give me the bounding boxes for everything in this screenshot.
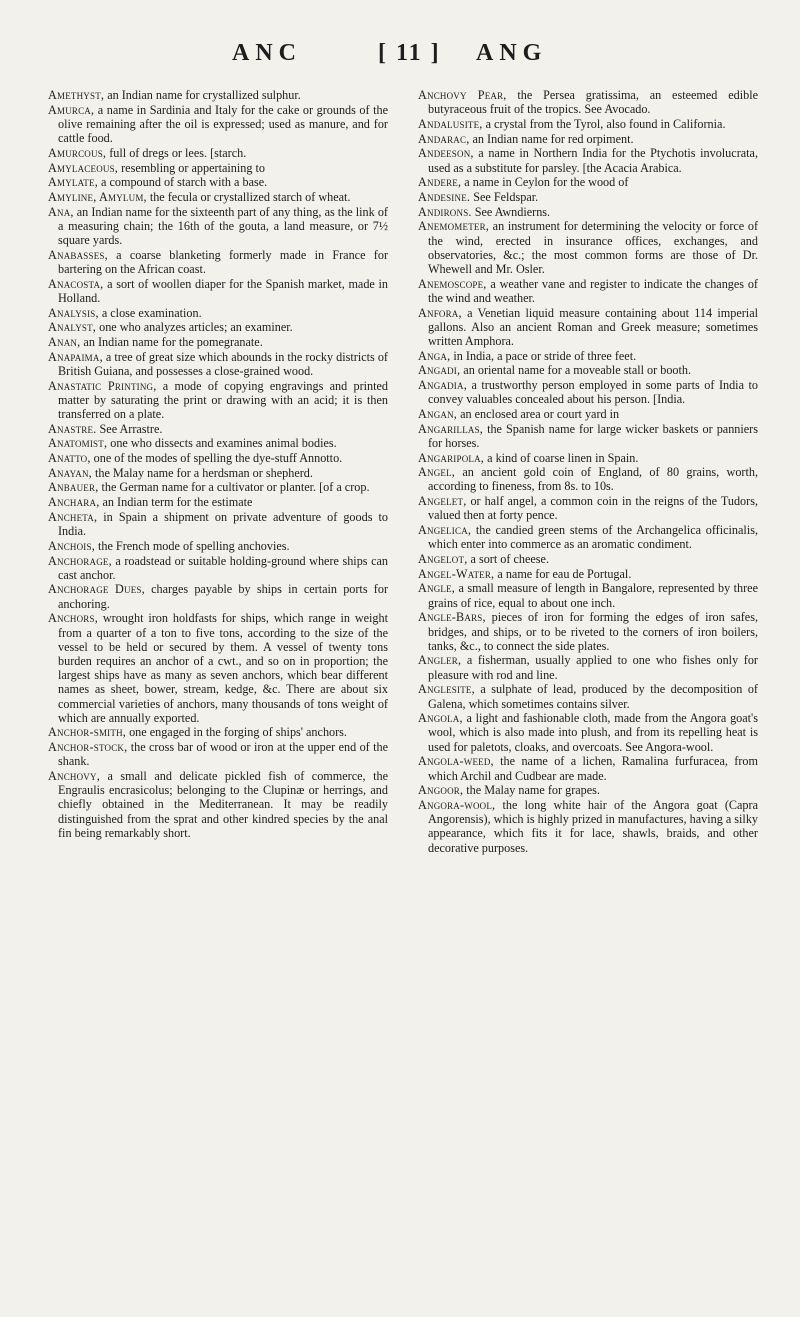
header-right-guide-word: ANG bbox=[476, 40, 548, 66]
entry-definition: an Indian name for the pomegranate. bbox=[80, 334, 263, 349]
entry-definition: a coarse blanketing formerly made in France for bartering on the African coast. bbox=[58, 247, 388, 276]
dictionary-entry bbox=[48, 379, 388, 422]
dictionary-entry bbox=[418, 711, 758, 754]
entry-definition: one of the modes of spelling the dye-stuff Annotto. bbox=[90, 451, 343, 466]
dictionary-entry bbox=[48, 205, 388, 248]
entry-headword: Angadia, bbox=[418, 378, 467, 393]
header-left-guide-word: ANC bbox=[232, 40, 302, 66]
entry-headword: Anchor-smith, bbox=[48, 725, 127, 740]
entry-headword: Angelica, bbox=[418, 523, 472, 538]
dictionary-entry bbox=[48, 539, 388, 553]
dictionary-entry bbox=[48, 350, 388, 378]
entry-definition: the candied green stems of the Archangelica officinalis, which enter into commerce as an aromatic condiment. bbox=[428, 523, 758, 552]
entry-headword: Angel, bbox=[418, 465, 456, 480]
dictionary-entry bbox=[48, 451, 388, 465]
dictionary-entry bbox=[418, 653, 758, 681]
entry-definition: the long white hair of the Angora goat (Capra Angorensis), which is highly prized in manufactures, having a silky appearance, which fits it for lace, shawls, braids, and other decorative purposes. bbox=[428, 797, 759, 855]
entry-definition: a small measure of length in Bangalore, represented by three grains of rice, equal to about one inch. bbox=[428, 581, 758, 610]
entry-definition: an oriental name for a moveable stall or booth. bbox=[460, 363, 692, 378]
entry-headword: Anfora, bbox=[418, 305, 462, 320]
dictionary-entry bbox=[418, 175, 758, 189]
entry-definition: a name in Sardinia and Italy for the cake or grounds of the olive remaining after the oil is expressed; used as manure, and for cattle food. bbox=[58, 102, 388, 146]
entry-definition: a name in Ceylon for the wood of bbox=[461, 175, 629, 190]
dictionary-entry bbox=[418, 306, 758, 349]
dictionary-entry bbox=[48, 277, 388, 305]
dictionary-entry bbox=[418, 378, 758, 406]
entry-headword: Angarillas, bbox=[418, 421, 484, 436]
entry-definition: the Spanish name for large wicker baskets or panniers for horses. bbox=[428, 421, 758, 450]
entry-definition: a weather vane and register to indicate the changes of the wind and weather. bbox=[428, 276, 758, 305]
dictionary-entry bbox=[48, 769, 388, 840]
entry-definition: an Indian name for red orpiment. bbox=[469, 131, 634, 146]
entry-definition: the cross bar of wood or iron at the upper end of the shank. bbox=[58, 740, 388, 769]
entry-headword: Anchorage Dues, bbox=[48, 582, 145, 597]
dictionary-entry bbox=[418, 494, 758, 522]
dictionary-entry bbox=[418, 783, 758, 797]
entry-headword: Anchors, bbox=[48, 611, 98, 626]
entry-headword: Amylate, bbox=[48, 175, 98, 190]
entry-definition: an enclosed area or court yard in bbox=[457, 406, 620, 421]
entry-definition: a roadstead or suitable holding-ground where ships can cast anchor. bbox=[58, 553, 388, 582]
dictionary-entry bbox=[418, 117, 758, 131]
entry-definition: the Malay name for grapes. bbox=[463, 783, 600, 798]
entry-definition: See Awndierns. bbox=[471, 204, 551, 219]
entry-definition: charges payable by ships in certain ports for anchoring. bbox=[58, 582, 388, 611]
entry-headword: Angora-wool, bbox=[418, 797, 496, 812]
entry-headword: Anchovy, bbox=[48, 769, 100, 784]
dictionary-entry bbox=[418, 581, 758, 609]
dictionary-entry bbox=[418, 407, 758, 421]
dictionary-entry bbox=[48, 582, 388, 610]
entry-headword: Amyline, Amylum, bbox=[48, 189, 147, 204]
dictionary-entry bbox=[418, 465, 758, 493]
dictionary-entry bbox=[48, 161, 388, 175]
entry-headword: Analysis, bbox=[48, 305, 99, 320]
entry-headword: Anatomist, bbox=[48, 436, 108, 451]
dictionary-entry bbox=[48, 466, 388, 480]
dictionary-entry bbox=[418, 88, 758, 116]
entry-definition: resembling or appertaining to bbox=[118, 160, 265, 175]
entry-headword: Angelot, bbox=[418, 552, 468, 566]
dictionary-entry bbox=[418, 451, 758, 465]
entry-headword: Anchovy Pear, bbox=[418, 88, 507, 102]
entry-definition: a trustworthy person employed in some parts of India to convey valuables concealed about his person. [India. bbox=[428, 378, 758, 407]
entry-headword: Anemoscope, bbox=[418, 276, 487, 291]
dictionary-entry bbox=[418, 205, 758, 219]
dictionary-entry bbox=[418, 219, 758, 276]
dictionary-entry bbox=[48, 190, 388, 204]
dictionary-entry bbox=[418, 798, 758, 855]
entry-definition: a small and delicate pickled fish of commerce, the Engraulis encrasicolus; belonging to the Clupinæ or herrings, and chiefly obtained in the Mediterranean. It may be readily distinguished from the sprat and other kindred species by the anal fin being remarkably short. bbox=[58, 769, 388, 840]
entry-definition: wrought iron holdfasts for ships, which range in weight from a quarter of a ton to five tons, according to the size of the vessel to be held or secured by them. A vessel of twenty tons burden requires an anchor of a cwt., and so on in proportion; the largest ships have as many as seven anchors, which bear different names as sheet, bower, stream, kedge, &c. There are about six commercial varieties of anchors, many thousands of tons weight of which are annually exported. bbox=[58, 611, 388, 725]
entry-headword: Anemometer, bbox=[418, 219, 490, 234]
entry-headword: Angle-Bars, bbox=[418, 610, 486, 625]
entry-definition: a sort of cheese. bbox=[467, 552, 550, 566]
dictionary-entry bbox=[418, 567, 758, 581]
entry-headword: Andarac, bbox=[418, 131, 470, 146]
entry-headword: Anapaima, bbox=[48, 349, 103, 364]
dictionary-entry bbox=[418, 682, 758, 710]
entry-definition: a crystal from the Tyrol, also found in California. bbox=[482, 116, 726, 131]
dictionary-entry bbox=[48, 335, 388, 349]
entry-definition: a sort of woollen diaper for the Spanish market, made in Holland. bbox=[58, 276, 388, 305]
dictionary-entry bbox=[48, 88, 388, 102]
entry-definition: one who dissects and examines animal bodies. bbox=[107, 436, 337, 451]
entry-definition: one engaged in the forging of ships' anchors. bbox=[126, 725, 347, 740]
entry-definition: a name in Northern India for the Ptychotis involucrata, used as a substitute for parsley. [the Acacia Arabica. bbox=[428, 146, 758, 175]
entry-headword: Analyst, bbox=[48, 320, 97, 335]
dictionary-entry bbox=[48, 320, 388, 334]
entry-definition: a fisherman, usually applied to one who fishes only for pleasure with rod and line. bbox=[428, 653, 758, 682]
entry-definition: full of dregs or lees. [starch. bbox=[106, 145, 247, 160]
dictionary-entry bbox=[418, 552, 758, 566]
entry-definition: an Indian term for the estimate bbox=[99, 495, 253, 510]
entry-headword: Andere, bbox=[418, 175, 462, 190]
dictionary-entry bbox=[418, 146, 758, 174]
dictionary-entry bbox=[418, 523, 758, 551]
dictionary-entry bbox=[418, 610, 758, 653]
dictionary-entry bbox=[48, 725, 388, 739]
entry-headword: Anabasses, bbox=[48, 247, 108, 262]
entry-headword: Andesine. bbox=[418, 189, 471, 204]
entry-definition: See Feldspar. bbox=[470, 189, 539, 204]
dictionary-entry bbox=[48, 554, 388, 582]
dictionary-entry bbox=[418, 422, 758, 450]
entry-headword: Angola, bbox=[418, 711, 463, 726]
dictionary-entry bbox=[48, 248, 388, 276]
entry-headword: Andeeson, bbox=[418, 146, 474, 161]
entry-definition: See Arrastre. bbox=[96, 421, 163, 436]
entry-definition: a sulphate of lead, produced by the decomposition of Galena, which sometimes contains silver. bbox=[428, 682, 758, 711]
entry-definition: or half angel, a common coin in the reigns of the Tudors, valued then at forty pence. bbox=[428, 494, 758, 523]
entry-headword: Anastatic Printing, bbox=[48, 378, 157, 393]
dictionary-entry bbox=[48, 422, 388, 436]
entry-definition: a compound of starch with a base. bbox=[97, 175, 268, 190]
entry-definition: the German name for a cultivator or planter. [of a crop. bbox=[98, 480, 370, 495]
dictionary-entry bbox=[418, 190, 758, 204]
dictionary-entry bbox=[418, 754, 758, 782]
dictionary-entry bbox=[418, 349, 758, 363]
entry-definition: the Persea gratissima, an esteemed edible butyraceous fruit of the tropics. See Avocado. bbox=[428, 88, 758, 117]
dictionary-entry bbox=[48, 436, 388, 450]
dictionary-entry bbox=[48, 611, 388, 725]
right-column bbox=[418, 88, 758, 855]
entry-definition: an ancient gold coin of England, of 80 grains, worth, according to fineness, from 8s. to 10s. bbox=[428, 465, 758, 494]
entry-headword: Anayan, bbox=[48, 465, 92, 480]
entry-headword: Anan, bbox=[48, 334, 81, 349]
entry-definition: a kind of coarse linen in Spain. bbox=[484, 450, 639, 465]
entry-headword: Anacosta, bbox=[48, 276, 104, 291]
entry-headword: Angaripola, bbox=[418, 450, 485, 465]
entry-headword: Anga, bbox=[418, 348, 451, 363]
entry-definition: a Venetian liquid measure containing about 114 imperial gallons. Also an ancient Roman and Greek measure; sometimes written Amphora. bbox=[428, 305, 758, 348]
entry-headword: Anastre. bbox=[48, 421, 97, 436]
entry-definition: an Indian name for the sixteenth part of any thing, as the link of a measuring chain; the 16th of the gouta, a land measure, or 7½ square yards. bbox=[58, 204, 388, 248]
dictionary-entry bbox=[48, 495, 388, 509]
dictionary-entry bbox=[48, 306, 388, 320]
entry-headword: Amethyst, bbox=[48, 88, 105, 102]
entry-headword: Anatto, bbox=[48, 451, 91, 466]
dictionary-entry bbox=[48, 103, 388, 146]
entry-definition: in Spain a shipment on private adventure of goods to India. bbox=[58, 509, 388, 539]
entry-definition: one who analyzes articles; an examiner. bbox=[96, 320, 293, 335]
entry-headword: Angola-weed, bbox=[418, 754, 494, 769]
entry-definition: an Indian name for crystallized sulphur. bbox=[104, 88, 301, 102]
entry-headword: Andalusite, bbox=[418, 116, 483, 131]
entry-headword: Angler, bbox=[418, 653, 462, 668]
entry-headword: Anchorage, bbox=[48, 553, 112, 568]
entry-headword: Anbauer, bbox=[48, 480, 99, 495]
dictionary-entry bbox=[48, 480, 388, 494]
entry-headword: Angelet, bbox=[418, 494, 467, 509]
entry-headword: Anchois, bbox=[48, 538, 95, 553]
entry-definition: a tree of great size which abounds in the rocky districts of British Guiana, and possesses a close-grained wood. bbox=[58, 349, 388, 378]
dictionary-entry bbox=[418, 363, 758, 377]
dictionary-entry bbox=[48, 740, 388, 768]
left-column bbox=[48, 88, 388, 841]
entry-headword: Angadi, bbox=[418, 363, 461, 378]
entry-definition: the name of a lichen, Ramalina furfuracea, from which Archil and Cudbear are made. bbox=[428, 754, 758, 783]
dictionary-entry bbox=[418, 132, 758, 146]
entry-headword: Ana, bbox=[48, 204, 74, 219]
page-number: [ 11 ] bbox=[378, 40, 441, 66]
entry-headword: Anchara, bbox=[48, 495, 100, 510]
dictionary-entry bbox=[418, 277, 758, 305]
entry-headword: Amurcous, bbox=[48, 145, 107, 160]
entry-headword: Angan, bbox=[418, 406, 458, 421]
entry-definition: pieces of iron for forming the edges of iron safes, bridges, and ships, or to be riveted to the corners of iron boilers, tanks, &c., to connect the side plates. bbox=[428, 610, 758, 653]
entry-definition: an instrument for determining the velocity or force of the wind, erected in insurance offices, exchanges, and observatories, &c.; the most common forms are those of Dr. Whewell and Mr. Osler. bbox=[428, 219, 758, 276]
entry-headword: Anchor-stock, bbox=[48, 740, 128, 755]
entry-headword: Angle, bbox=[418, 581, 456, 596]
entry-definition: the French mode of spelling anchovies. bbox=[94, 538, 290, 553]
entry-headword: Amurca, bbox=[48, 102, 95, 117]
entry-definition: a light and fashionable cloth, made from the Angora goat's wool, which is also made into plush, and from its repelling heat is used for paletots, cloaks, and overcoats. See Angora-wool. bbox=[428, 711, 758, 754]
entry-headword: Anglesite, bbox=[418, 682, 475, 697]
entry-definition: a close examination. bbox=[98, 305, 202, 320]
dictionary-entry bbox=[48, 510, 388, 538]
entry-definition: the Malay name for a herdsman or shepherd. bbox=[91, 465, 313, 480]
entry-headword: Angoor, bbox=[418, 783, 464, 798]
entry-definition: in India, a pace or stride of three feet. bbox=[450, 348, 637, 363]
running-header bbox=[0, 40, 800, 76]
entry-headword: Amylaceous, bbox=[48, 160, 119, 175]
dictionary-entry bbox=[48, 175, 388, 189]
entry-definition: the fecula or crystallized starch of wheat. bbox=[146, 189, 351, 204]
entry-headword: Ancheta, bbox=[48, 509, 98, 524]
entry-headword: Angel-Water, bbox=[418, 566, 495, 581]
dictionary-entry bbox=[48, 146, 388, 160]
entry-definition: a name for eau de Portugal. bbox=[494, 566, 632, 581]
entry-headword: Andirons. bbox=[418, 204, 472, 219]
entry-definition: a mode of copying engravings and printed matter by saturating the print or drawing with an acid; it is then transferred on a plate. bbox=[58, 378, 389, 421]
